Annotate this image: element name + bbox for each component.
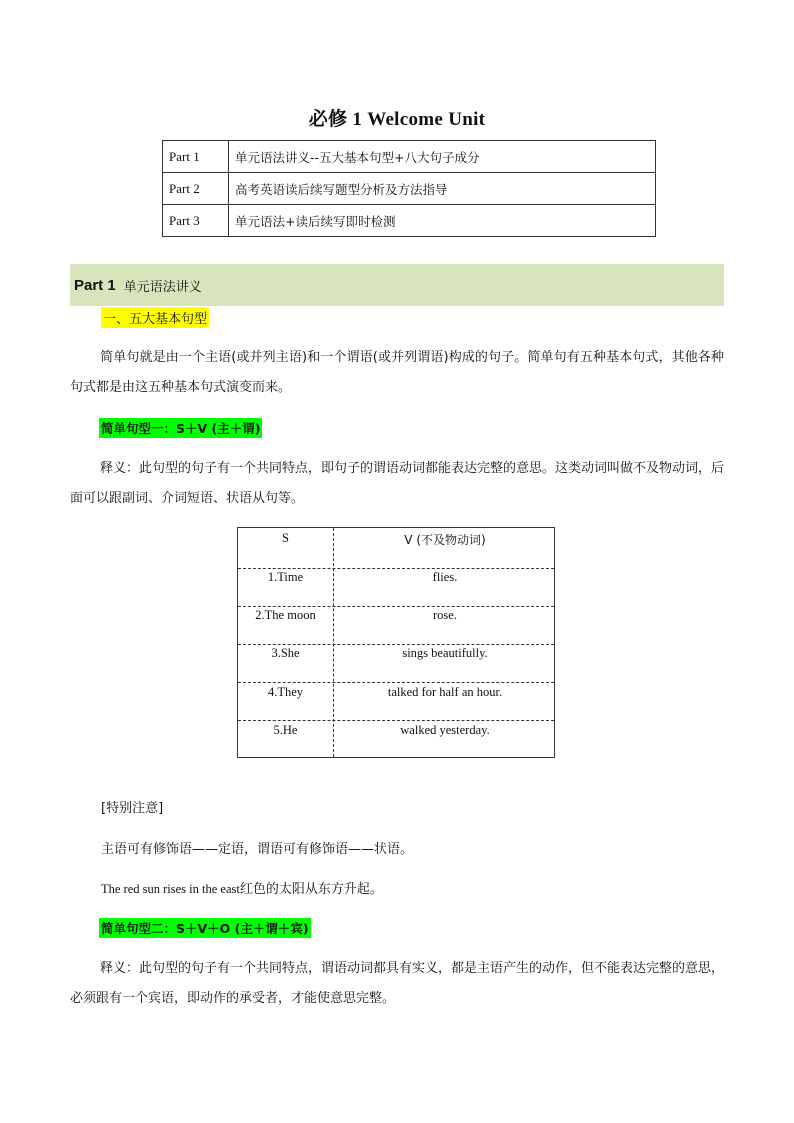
intro-paragraph [70,343,724,403]
section-heading: 一、五大基本句型 [101,307,209,328]
pattern1-heading: 简单句型一：S＋V (主＋谓) [99,418,262,438]
table-cell: walked yesterday. [400,723,490,737]
contents-part: Part 2 [163,173,229,205]
contents-desc: 高考英语读后续写题型分析及方法指导 [229,173,656,205]
contents-table [162,140,656,237]
contents-part: Part 3 [163,205,229,237]
pattern1-text: 释义：此句型的句子有一个共同特点，即句子的谓语动词都能表达完整的意思。这类动词叫做不及物动词，后面可以跟副词、介词短语、状语从句等。 [70,461,725,506]
pattern1-explanation [70,454,724,514]
special-note-text: 主语可有修饰语——定语，谓语可有修饰语——状语。 [101,842,414,857]
table-cell: talked for half an hour. [387,685,503,699]
table-cell: 1.Time [267,570,304,584]
table-cell: sings beautifully. [402,646,488,660]
pattern2-text: 释义：此句型的句子有一个共同特点，谓语动词都具有实义，都是主语产生的动作，但不能表达完整的意思，必须跟有一个宾语，即动作的承受者，才能使意思完整。 [70,961,725,1006]
table-header-s: S [282,531,289,545]
special-note-example [101,878,383,897]
intro-text: 简单句就是由一个主语(或并列主语)和一个谓语(或并列谓语)构成的句子。简单句有五种基本句式，其他各种句式都是由这五种基本句式演变而来。 [70,350,724,395]
pattern2-explanation [70,954,724,1014]
table-cell: 3.She [271,646,300,660]
table-cell: 5.He [273,723,298,737]
table-cell: flies. [432,570,458,584]
document-title: 必修 1 Welcome Unit [308,109,486,130]
contents-desc: 单元语法+读后续写即时检测 [229,205,656,237]
table-cell: rose. [433,608,457,622]
contents-row [163,141,656,173]
example-chinese: 红色的太阳从东方升起。 [239,882,383,897]
special-note-label: [特别注意] [101,801,164,816]
table-cell: 4.They [267,685,304,699]
example-english: The red sun rises in the east [101,882,240,896]
contents-desc: 单元语法讲义--五大基本句型+八大句子成分 [229,141,656,173]
banner-label: 单元语法讲义 [123,279,202,295]
banner-part: Part 1 [74,276,116,294]
contents-row [163,205,656,237]
table-cell: 2.The moon [255,608,316,622]
pattern2-heading: 简单句型二：S＋V＋O (主＋谓＋宾) [99,918,311,938]
part-banner [70,264,724,306]
table-header-v: V (不及物动词) [404,533,486,547]
example-table [237,527,555,758]
contents-row [163,173,656,205]
contents-part: Part 1 [163,141,229,173]
